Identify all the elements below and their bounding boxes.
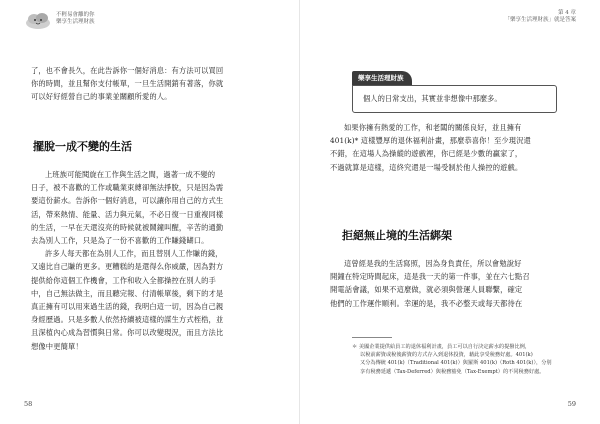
- text-line: 他們的工作運作順利。幸運的是，我不必整天或每天都待在: [330, 298, 523, 308]
- text-line: 這曾經是我的生活寫照，因為身負責任，所以會勉說好: [344, 259, 522, 268]
- callout-box: [352, 65, 557, 113]
- text-line: 不過就算是這樣，這終究還是一場受制於他人操控的遊戲。: [330, 162, 523, 172]
- text-line: 如果你擁有熱愛的工作，和老闆的關係良好，並且擁有: [344, 123, 522, 132]
- left-header-line-1: 不輕易會離的你: [56, 12, 95, 18]
- right-body-text: [330, 257, 580, 310]
- text-line: 不錯，在這場人為操縱的遊戲裡，你已經是少數的贏家了，: [330, 149, 523, 159]
- text-line: 許多人每天都在為別人工作，而且替別人工作賺的錢，: [45, 249, 223, 259]
- mascot-cloud-icon: [24, 10, 52, 30]
- text-line: 的生活，一早在天還沒亮的時候就被鬧鐘叫醒，辛苦的通勤: [31, 222, 224, 232]
- right-running-header: [504, 10, 576, 24]
- right-top-paragraph: [330, 121, 580, 174]
- right-page-number: 59: [567, 400, 576, 408]
- text-line: 去為別人工作，只是為了一份不喜歡的工作賺錢餬口。: [31, 236, 209, 246]
- text-line: 開電話會議，如果不這麼做，就必須與營運人員聯繫，確定: [330, 285, 523, 295]
- left-body-text: [31, 168, 281, 353]
- text-line: 要這份薪水。告訴你一個好消息，可以讓你用自己的方式生: [31, 196, 224, 206]
- text-line: 日子，被不喜歡的工作或職業束縛卻無法掙脫，只是因為需: [31, 183, 224, 193]
- footnote-rule: [352, 337, 392, 338]
- left-page-number: 58: [24, 400, 33, 408]
- callout-tag: 樂享生活理財族: [352, 71, 412, 85]
- left-running-header: [24, 10, 95, 30]
- left-header-line-2: 樂享生活理財族: [56, 19, 95, 25]
- right-page: [300, 0, 600, 424]
- text-line: 且深植內心成為習慣與日常。你可以改變現況，而且方法比: [31, 328, 224, 338]
- footnote-line: 以稅前薪資或稅後薪資的方式存入到退休投資，藉此享受稅務好處。401(k): [360, 352, 533, 359]
- text-line: 401(k)* 這樣豐厚的退休福利計畫，那麼恭喜你！至少現況還: [330, 136, 531, 146]
- left-top-paragraph: [31, 64, 281, 104]
- text-line: 上班族可能閱旋在工作與生活之間，過著一成不變的: [45, 170, 216, 179]
- text-line: 你的時間，並且幫你支付帳單，一旦生活開銷有著落，你就: [31, 79, 224, 89]
- text-line: 真正擁有可以用來過生活的錢，我明白這一切，因為自己親: [31, 302, 224, 312]
- left-section-heading: 擺脫一成不變的生活: [33, 140, 132, 153]
- text-line: 可以好好經營自己的事業並關顧所愛的人。: [31, 92, 172, 102]
- footnote-line: 又分為傳統 401(k)（Traditional 401(k)）與羅斯 401(k)（Roth 401(k)），分別: [360, 360, 552, 367]
- text-line: 了，也不會長久，在此告訴你一個好消息：有方法可以買回: [31, 66, 224, 75]
- chapter-label: 第 4 章: [558, 10, 576, 16]
- text-line: 提供給你這個工作機會，工作和收入全都操控在別人的手: [31, 275, 216, 285]
- callout-text: 個人的日常支出，其實並非想像中那麼多。: [352, 85, 557, 113]
- text-line: 活，帶來熱情、能量、活力與元氣，不必日復一日重複同樣: [31, 209, 224, 219]
- text-line: 開鐘在特定時間起床，這是我一天的第一件事，並在六七點召: [330, 272, 530, 282]
- chapter-title: 「樂享生活理財族」就是答案: [504, 17, 576, 23]
- text-line: 想像中更簡單！: [31, 341, 83, 351]
- text-line: 身經歷過。只是多數人依然持續被這樣的謀生方式桎梏，並: [31, 315, 224, 325]
- text-line: 又遠比自己賺的更多。更糟糕的是還得么你威嚴，因為對方: [31, 262, 224, 272]
- footnote-line: ＊ 美國企業提供給員工的退休福利計畫，員工可以自行決定薪水的提撥比例，: [352, 344, 531, 350]
- right-section-heading: 拒絕無止境的生活綁架: [342, 229, 452, 242]
- footnote: [352, 343, 570, 376]
- text-line: 中，自己無法做主，而且聽完報、付清帳單後，剩下的才是: [31, 288, 224, 298]
- footnote-line: 享有稅務延遞（Tax-Deferred）與稅務豁免（Tax-Exempt）的不同稅務好處。: [360, 368, 545, 375]
